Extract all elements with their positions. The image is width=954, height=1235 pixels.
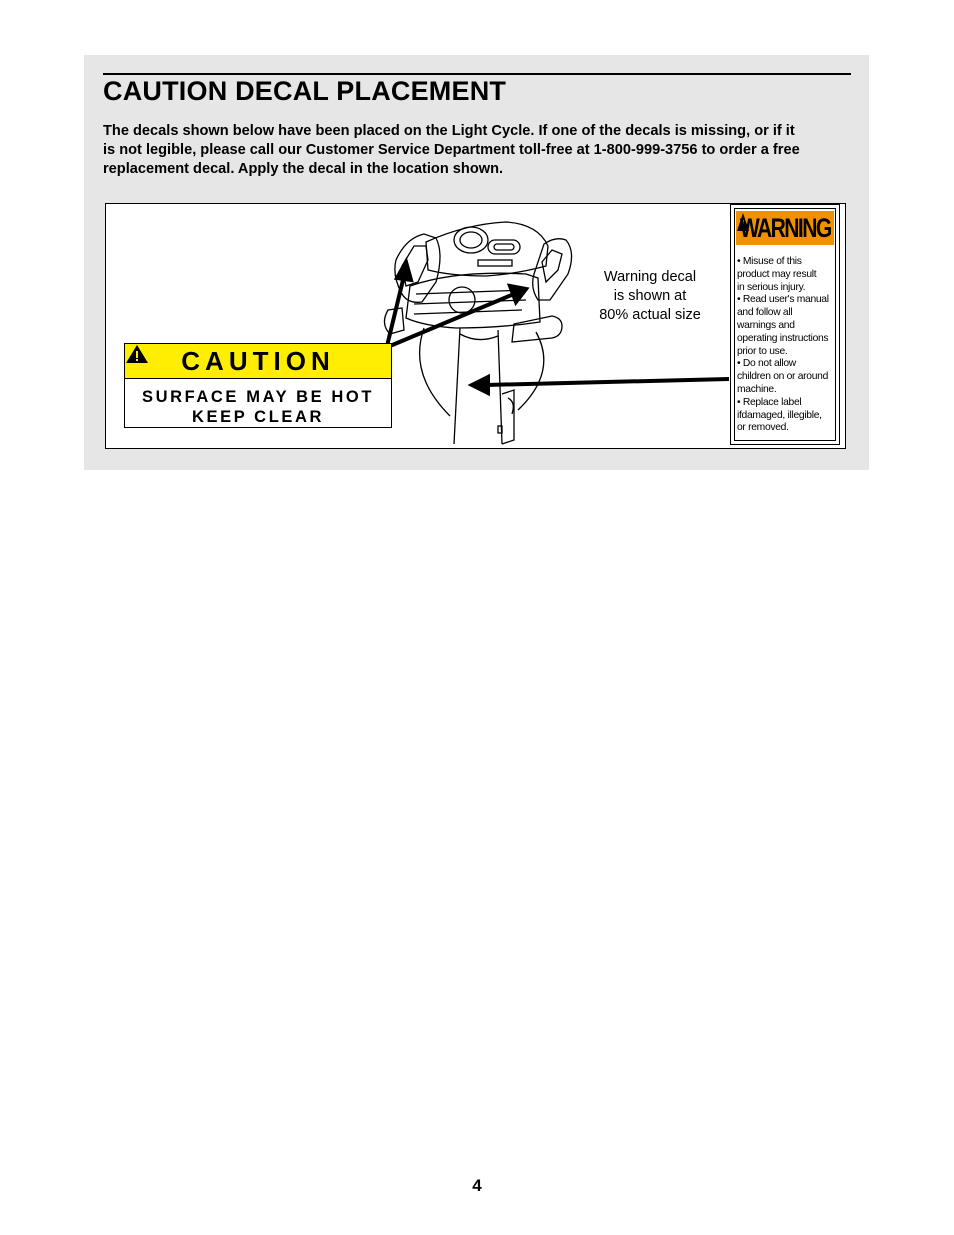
caution-decal-section	[84, 55, 869, 470]
intro-line: replacement decal. Apply the decal in the location shown.	[103, 161, 504, 177]
caution-line: KEEP CLEAR	[191, 408, 325, 426]
warning-line: • Do not allow	[737, 358, 796, 370]
caution-line: SURFACE MAY BE HOT	[142, 388, 374, 406]
intro-line: The decals shown below have been placed on the Light Cycle. If one of the decals is missing, or if it	[103, 123, 795, 139]
warning-line: • Replace label	[737, 396, 802, 408]
caution-text	[125, 379, 391, 427]
warning-line: prior to use.	[737, 345, 788, 357]
note-line: Warning decal	[603, 269, 697, 285]
page-number: 4	[472, 1176, 482, 1195]
warning-text	[737, 256, 839, 435]
warning-line: machine.	[737, 383, 777, 395]
title-rule	[103, 73, 851, 75]
warning-line: • Misuse of this	[737, 256, 802, 267]
warning-heading: WARNING	[739, 212, 831, 243]
warning-line: product may result	[737, 268, 817, 280]
warning-line: children on or around	[737, 371, 829, 383]
caution-heading: CAUTION	[181, 345, 335, 376]
warning-line: warnings and	[737, 319, 795, 331]
warning-line: operating instructions	[737, 332, 829, 344]
warning-line: ifdamaged, illegible,	[737, 409, 822, 421]
warning-line: in serious injury.	[737, 281, 806, 293]
section-title: CAUTION DECAL PLACEMENT	[103, 76, 507, 106]
intro-paragraph	[103, 122, 853, 179]
caution-header	[125, 344, 391, 379]
note-line: is shown at	[613, 288, 687, 304]
caution-decal	[124, 343, 392, 428]
warning-line: and follow all	[737, 307, 793, 319]
decal-placement-figure	[105, 203, 846, 449]
warning-decal	[730, 204, 840, 445]
note-line: 80% actual size	[599, 307, 701, 323]
warning-triangle-icon	[125, 344, 149, 364]
warning-header	[736, 211, 834, 245]
warning-line: • Read user's manual	[737, 294, 829, 306]
intro-line: is not legible, please call our Customer Service Department toll-free at 1-800-999-3756 to order a free	[103, 142, 800, 158]
scale-note	[590, 268, 710, 325]
warning-line: or removed.	[737, 422, 789, 434]
